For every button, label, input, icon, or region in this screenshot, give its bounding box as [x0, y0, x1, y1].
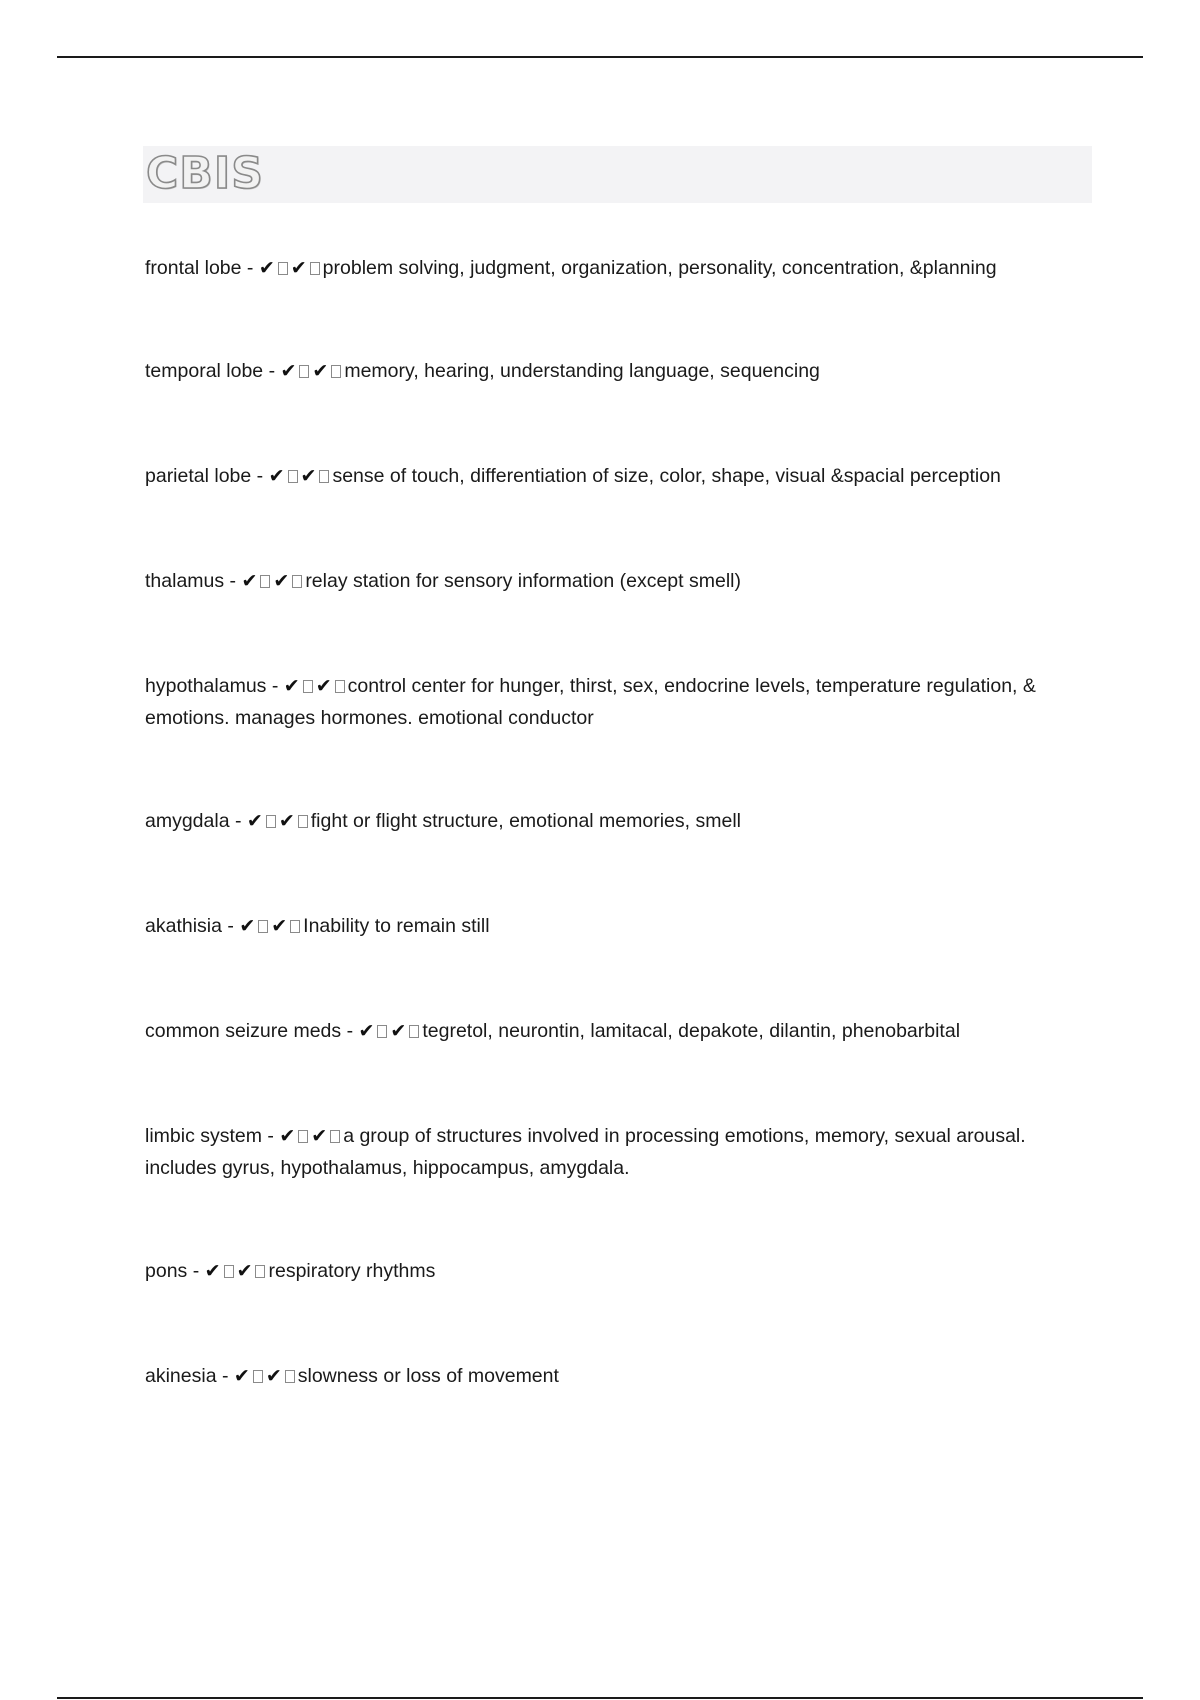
entry-separator: - — [266, 675, 284, 697]
box-icon — [290, 920, 300, 933]
entry-definition: problem solving, judgment, organization, personality, concentration, &planning — [322, 257, 997, 279]
box-icon — [258, 920, 268, 933]
check-icon: ✔ — [315, 675, 332, 697]
check-icon: ✔ — [241, 570, 258, 592]
entry-term: temporal lobe — [145, 360, 264, 382]
entry-term: akinesia — [145, 1365, 217, 1387]
box-icon — [303, 680, 313, 693]
entry-term: akathisia — [145, 915, 222, 937]
check-icon: ✔ — [390, 1020, 407, 1042]
entry-separator: - — [216, 1365, 234, 1387]
box-icon — [266, 815, 276, 828]
box-icon — [260, 575, 270, 588]
entry-separator: - — [221, 915, 240, 937]
check-icon: ✔ — [290, 257, 307, 279]
box-icon — [255, 1265, 265, 1278]
bottom-rule — [57, 1697, 1143, 1699]
check-icon: ✔ — [312, 360, 329, 382]
list-item — [145, 355, 1095, 387]
check-icon: ✔ — [273, 570, 290, 592]
entry-separator: - — [229, 810, 247, 832]
cbis-logo: CBIS — [146, 148, 264, 199]
box-icon — [292, 575, 302, 588]
entry-definition: Inability to remain still — [303, 915, 490, 937]
check-icon: ✔ — [358, 1020, 375, 1042]
entry-definition: slowness or loss of movement — [297, 1365, 559, 1387]
check-icon: ✔ — [258, 257, 275, 279]
check-icon: ✔ — [283, 675, 300, 697]
box-icon — [319, 470, 329, 483]
entry-definition: control center for hunger, thirst, sex, endocrine levels, temperature regulation, & emotions. manages hormones. emotional conductor — [145, 675, 1036, 729]
entry-term: common seizure meds — [145, 1020, 342, 1042]
list-item — [145, 1360, 1095, 1392]
list-item — [145, 805, 1095, 837]
entry-definition: tegretol, neurontin, lamitacal, depakote, dilantin, phenobarbital — [422, 1020, 961, 1042]
box-icon — [331, 365, 341, 378]
entry-term: amygdala — [145, 810, 230, 832]
entry-separator: - — [224, 570, 242, 592]
box-icon — [330, 1130, 340, 1143]
check-icon: ✔ — [246, 810, 263, 832]
entry-definition: relay station for sensory information (except smell) — [305, 570, 741, 592]
check-icon: ✔ — [233, 1365, 250, 1387]
entry-definition: fight or flight structure, emotional memories, smell — [310, 810, 741, 832]
check-icon: ✔ — [204, 1260, 221, 1282]
box-icon — [298, 1130, 308, 1143]
entry-separator: - — [262, 1125, 280, 1147]
check-icon: ✔ — [300, 465, 317, 487]
check-icon: ✔ — [265, 1365, 282, 1387]
entry-definition: a group of structures involved in processing emotions, memory, sexual arousal. includes gyrus, hypothalamus, hippocampus, amygdala. — [145, 1125, 1026, 1179]
entry-term: parietal lobe — [145, 465, 252, 487]
box-icon — [278, 262, 288, 275]
box-icon — [224, 1265, 234, 1278]
list-item — [145, 460, 1095, 492]
check-icon: ✔ — [236, 1260, 253, 1282]
entry-definition: memory, hearing, understanding language, sequencing — [344, 360, 820, 382]
box-icon — [288, 470, 298, 483]
check-icon: ✔ — [279, 1125, 296, 1147]
check-icon: ✔ — [280, 360, 297, 382]
box-icon — [253, 1370, 263, 1383]
check-icon: ✔ — [311, 1125, 328, 1147]
box-icon — [310, 262, 320, 275]
check-icon: ✔ — [271, 915, 288, 937]
entry-term: thalamus — [145, 570, 225, 592]
box-icon — [335, 680, 345, 693]
entry-definition: respiratory rhythms — [268, 1260, 436, 1282]
entry-separator: - — [251, 465, 269, 487]
list-item — [145, 1015, 1095, 1047]
entry-term: frontal lobe — [145, 257, 242, 279]
title-band — [143, 146, 1092, 203]
list-item — [145, 252, 1095, 284]
entry-separator: - — [187, 1260, 205, 1282]
box-icon — [299, 365, 309, 378]
entry-separator: - — [341, 1020, 359, 1042]
list-item — [145, 1120, 1095, 1184]
entry-definition: sense of touch, differentiation of size, color, shape, visual &spacial perception — [332, 465, 1001, 487]
list-item — [145, 1255, 1095, 1287]
entry-term: hypothalamus — [145, 675, 267, 697]
check-icon: ✔ — [239, 915, 256, 937]
check-icon: ✔ — [268, 465, 285, 487]
check-icon: ✔ — [278, 810, 295, 832]
entry-separator: - — [263, 360, 281, 382]
box-icon — [298, 815, 308, 828]
entry-term: limbic system — [145, 1125, 263, 1147]
list-item — [145, 565, 1095, 597]
box-icon — [409, 1025, 419, 1038]
entry-separator: - — [241, 257, 259, 279]
list-item — [145, 910, 1095, 942]
list-item — [145, 670, 1095, 734]
entry-term: pons — [145, 1260, 188, 1282]
top-rule — [57, 56, 1143, 58]
box-icon — [377, 1025, 387, 1038]
box-icon — [285, 1370, 295, 1383]
